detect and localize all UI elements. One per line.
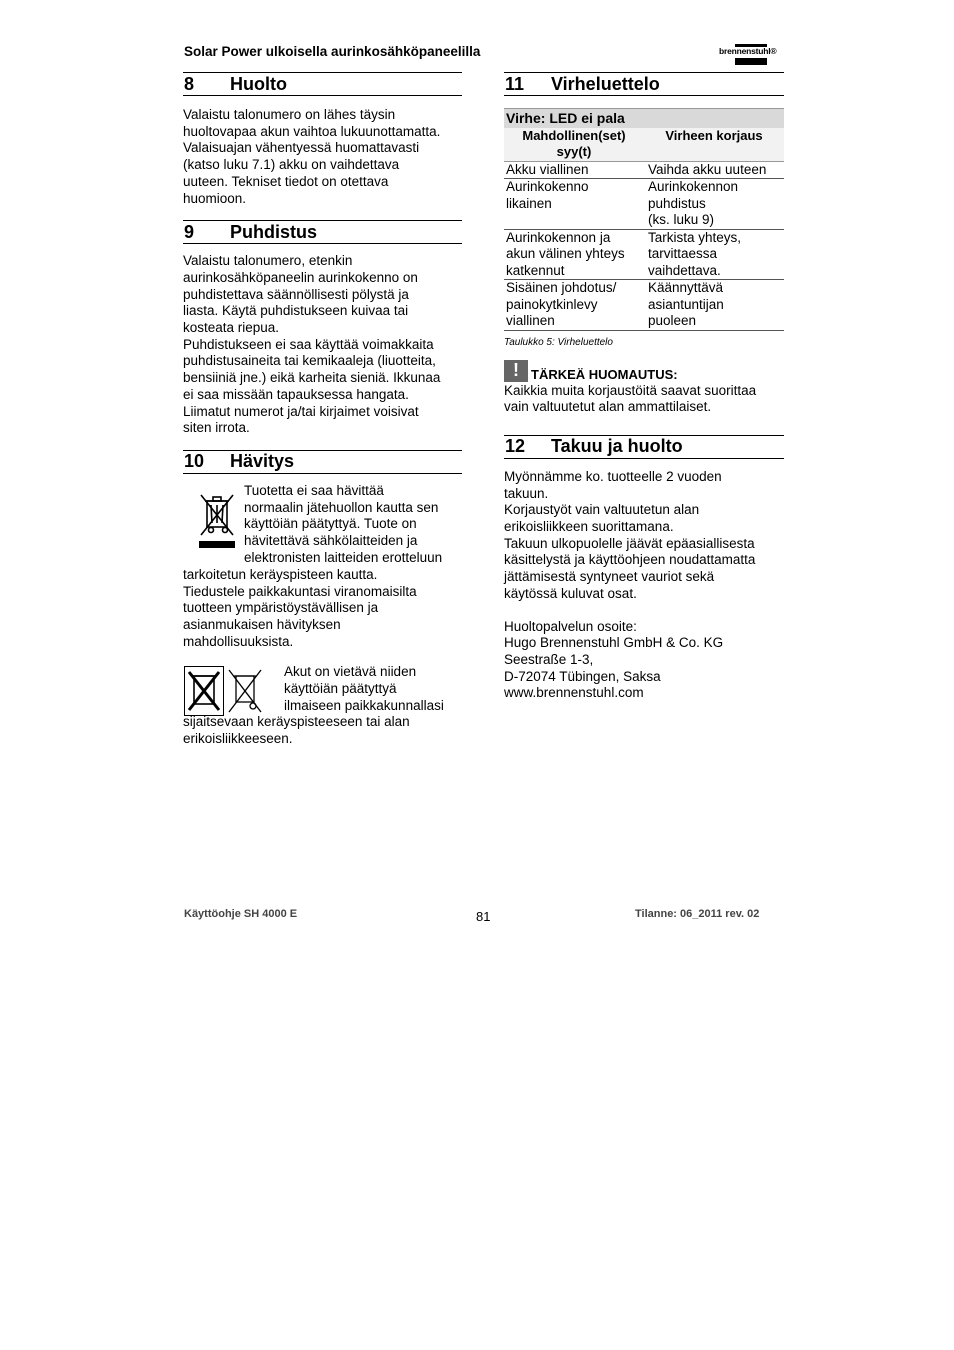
important-notice	[504, 360, 784, 382]
logo-text: brennenstuhl®	[719, 46, 777, 56]
section-title: Virheluettelo	[551, 73, 660, 94]
brennenstuhl-logo	[718, 44, 784, 68]
battery-bin-icon	[184, 666, 224, 716]
notice-text: Kaikkia muita korjaustöitä saavat suorittaa vain valtuutetut alan ammattilaiset.	[504, 382, 757, 415]
section-number: 12	[505, 436, 526, 457]
table-cell-cause: Akku viallinen	[506, 161, 589, 177]
table-cell-cause: Aurinkokennon ja akun välinen yhteys katkennut	[506, 229, 625, 278]
battery-disposal-block	[183, 664, 462, 714]
havitys-text: tarkoitetun keräyspisteen kautta. Tiedustele paikkakuntasi viranomaisilta tuotteen ympäristöystävällisen ja asianmukaisen hävityksen mahdollisuuksista.	[183, 566, 417, 649]
section-number: 9	[184, 221, 195, 242]
battery-text-beside: Akut on vietävä niiden käyttöiän päätyttyä ilmaiseen paikkakunnallasi	[284, 664, 444, 713]
table-cell-fix: Aurinkokennon puhdistus (ks. luku 9)	[648, 179, 739, 227]
table-cell-fix: Tarkista yhteys, tarvittaessa vaihdettava.	[648, 229, 742, 278]
battery-text: sijaitsevaan keräyspisteeseen tai alan erikoisliikkeeseen.	[183, 714, 410, 747]
table-row	[504, 229, 784, 280]
table-row	[504, 280, 784, 331]
address-label: Huoltopalvelun osoite:	[504, 618, 637, 634]
service-address: Hugo Brennenstuhl GmbH & Co. KG Seestraße 1-3, D-72074 Tübingen, Saksa www.brennenstuhl.com	[504, 635, 724, 701]
section-heading-havitys	[183, 450, 462, 474]
footer-revision: Tilanne: 06_2011 rev. 02	[635, 908, 760, 920]
section-heading-puhdistus	[183, 220, 462, 244]
section-title: Huolto	[230, 73, 287, 94]
huolto-text: Valaistu talonumero on lähes täysin huoltovapaa akun vaihtoa lukuunottamatta. Valaisuajan vähentyessä huomattavasti (katso luku 7.1) akku on vaihdettava uuteen. Tekniset tiedot on otettava huomioon.	[183, 107, 441, 206]
page-number: 81	[476, 909, 491, 924]
error-table	[504, 108, 784, 331]
section-title: Hävitys	[230, 451, 295, 472]
table-row	[504, 161, 784, 179]
right-column	[504, 72, 784, 702]
section-number: 11	[505, 73, 525, 94]
table-cell-cause: Aurinkokenno likainen	[506, 179, 589, 211]
weee-block	[183, 483, 462, 567]
section-number: 10	[184, 451, 205, 472]
section-title: Puhdistus	[230, 221, 318, 242]
havitys-text-beside-icon: Tuotetta ei saa hävittää normaalin jätehuollon kautta sen käyttöiän päätyttyä. Tuote on hävitettävä sähkölaitteiden ja elektronisten laitteiden erotteluun	[244, 482, 443, 565]
puhdistus-text: Valaistu talonumero, etenkin aurinkosähköpaneelin aurinkokenno on puhdistettava säännöllisesti pölystä ja liasta. Käytä puhdistukseen kuivaa tai kosteata riepua. Puhdistukseen ei saa käyttää voimakkaita puhdistusaineita tai kemikaaleja (liuotteita, bensiiniä jne.) eikä karheita sieniä. Ikkunaa ei saa missään tapauksessa hangata. Liimatut numerot ja/tai kirjaimet voisivat siten irrota.	[183, 253, 441, 436]
section-title: Takuu ja huolto	[551, 436, 683, 457]
table-caption: Taulukko 5: Virheluettelo	[504, 336, 613, 348]
left-column	[183, 72, 462, 748]
table-cell-cause: Sisäinen johdotus/ painokytkinlevy viallinen	[506, 280, 617, 328]
table-row	[504, 179, 784, 230]
section-number: 8	[184, 73, 195, 94]
footer-manual-name: Käyttöohje SH 4000 E	[184, 908, 298, 920]
section-heading-huolto	[183, 72, 462, 96]
table-cell-fix: Käännyttävä asiantuntijan puoleen	[648, 280, 724, 328]
warning-icon: !	[504, 360, 528, 382]
table-cell-fix: Vaihda akku uuteen	[648, 161, 767, 177]
section-heading-takuu	[504, 435, 784, 459]
crossed-out-bin-icon	[197, 489, 237, 549]
takuu-text: Myönnämme ko. tuotteelle 2 vuoden takuun. Korjaustyöt vain valtuutetun alan erikoisliikkeen suorittamana. Takuun ulkopuolelle jäävät epäasiallisesta käsittelystä ja käyttöohjeen noudattamatta jättämisestä syntyneet vauriot sekä käytössä kuluvat osat.	[504, 468, 756, 601]
crossed-out-bin-icon	[225, 666, 265, 716]
notice-title: TÄRKEÄ HUOMAUTUS:	[531, 366, 678, 382]
table-header-cause: Mahdollinen(set) syy(t)	[522, 127, 626, 159]
table-title: Virhe: LED ei pala	[504, 109, 784, 128]
document-header-title: Solar Power ulkoisella aurinkosähköpaneelilla	[184, 44, 481, 59]
section-heading-virheluettelo	[504, 72, 784, 96]
table-header-fix: Virheen korjaus	[665, 127, 763, 143]
